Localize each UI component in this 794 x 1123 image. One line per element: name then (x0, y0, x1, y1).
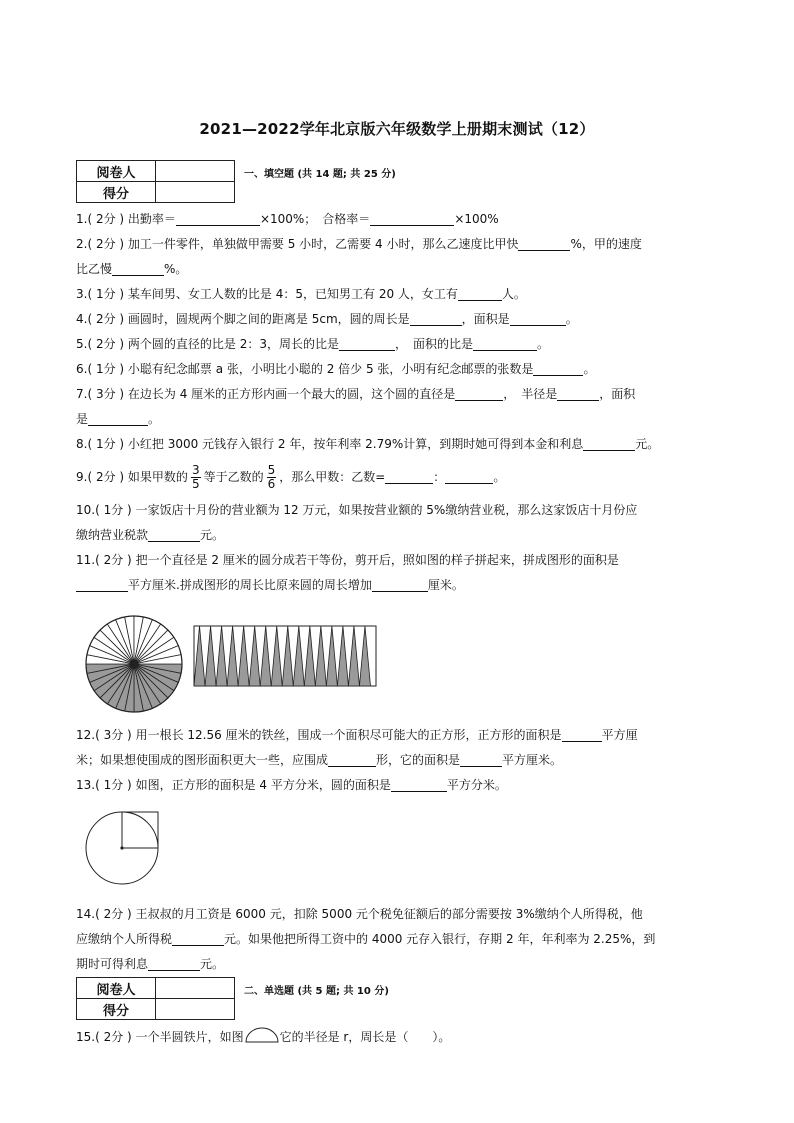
answer-blank[interactable] (583, 436, 635, 451)
answer-blank[interactable] (385, 469, 433, 484)
reviewer-value (156, 161, 235, 182)
semicircle-icon (244, 1027, 280, 1043)
question-14: 14.( 2分 ) 王叔叔的月工资是 6000 元，扣除 5000 元个税免征额后的部分需要按 3%缴纳个人所得税，他 应缴纳个人所得税 元。如果他把所得工资中的 4000 元存入银行，存期 2 年，年利率为 2.25%，到 期时可得利息 元。 (76, 907, 656, 971)
question-5: 5.( 2分 ) 两个圆的直径的比是 2：3，周长的比是 ， 面积的比是 。 (76, 337, 550, 351)
question-8: 8.( 1分 ) 小红把 3000 元钱存入银行 2 年，按年利率 2.79%计算，到期时她可得到本金和利息 元。 (76, 437, 660, 451)
answer-blank[interactable] (176, 211, 260, 226)
answer-blank[interactable] (562, 727, 602, 742)
answer-blank[interactable] (533, 361, 583, 376)
answer-blank[interactable] (445, 469, 493, 484)
answer-blank[interactable] (455, 386, 503, 401)
answer-blank[interactable] (391, 777, 447, 792)
question-7: 7.( 3分 ) 在边长为 4 厘米的正方形内画一个最大的圆，这个圆的直径是 ， 半径是 ，面积 是 。 (76, 387, 636, 426)
divided-circle-figure (82, 612, 186, 716)
answer-blank[interactable] (112, 261, 164, 276)
question-13: 13.( 1分 ) 如图，正方形的面积是 4 平方分米，圆的面积是 平方分米。 (76, 778, 507, 792)
fraction-3-5: $\frac{3}{5}$ (191, 463, 200, 491)
question-6: 6.( 1分 ) 小聪有纪念邮票 a 张，小明比小聪的 2 倍少 5 张，小明有纪念邮票的张数是 。 (76, 362, 596, 376)
rearranged-shape-figure (190, 624, 380, 688)
answer-blank[interactable] (76, 577, 128, 592)
question-2: 2.( 2分 ) 加工一件零件，单独做甲需要 5 小时，乙需要 4 小时，那么乙速度比甲快 %，甲的速度 比乙慢 %。 (76, 237, 642, 276)
answer-blank[interactable] (148, 956, 200, 971)
answer-blank[interactable] (372, 577, 428, 592)
section-title-fill-blank: 一、填空题 (共 14 题; 共 25 分) (244, 169, 396, 180)
question-11: 11.( 2分 ) 把一个直径是 2 厘米的圆分成若干等份，剪开后，照如图的样子拼起来，拼成图形的面积是 平方厘米.拼成图形的周长比原来圆的周长增加 厘米。 (76, 553, 619, 592)
question-4: 4.( 2分 ) 画圆时，圆规两个脚之间的距离是 5cm，圆的周长是 ，面积是 。 (76, 312, 578, 326)
reviewer-value (156, 978, 235, 999)
answer-blank[interactable] (328, 752, 376, 767)
question-15: 15.( 2分 ) 一个半圆铁片，如图 它的半径是 r，周长是（ ）。 (76, 1025, 722, 1050)
score-label: 得分 (77, 182, 156, 203)
answer-blank[interactable] (88, 411, 148, 426)
question-3: 3.( 1分 ) 某车间男、女工人数的比是 4：5，已知男工有 20 人，女工有 人。 (76, 287, 526, 301)
page-title: 2021—2022学年北京版六年级数学上册期末测试（12） (199, 120, 595, 138)
grader-table-1 (76, 160, 235, 203)
answer-blank[interactable] (148, 527, 200, 542)
answer-blank[interactable] (510, 311, 566, 326)
question-9: 9.( 2分 ) 如果甲数的 $\frac{3}{5}$ 等于乙数的 $\frac{5}{6}$ ，那么甲数：乙数= ： 。 (76, 463, 506, 491)
fraction-5-6: $\frac{5}{6}$ (267, 463, 276, 491)
score-value (156, 999, 235, 1020)
center-dot (120, 846, 123, 849)
answer-blank[interactable] (518, 236, 570, 251)
answer-blank[interactable] (410, 311, 462, 326)
score-label: 得分 (77, 999, 156, 1020)
question-12: 12.( 3分 ) 用一根长 12.56 厘米的铁丝，围成一个面积尽可能大的正方形，正方形的面积是 平方厘 米；如果想使围成的图形面积更大一些，应围成 形，它的面积是 平方厘米。 (76, 728, 638, 767)
question-10: 10.( 1分 ) 一家饭店十月份的营业额为 12 万元，如果按营业额的 5%缴纳营业税，那么这家饭店十月份应 缴纳营业税款 元。 (76, 503, 638, 542)
answer-blank[interactable] (370, 211, 454, 226)
circle-square-figure (84, 810, 164, 892)
answer-blank[interactable] (458, 286, 502, 301)
answer-blank[interactable] (473, 336, 537, 351)
reviewer-label: 阅卷人 (77, 978, 156, 999)
section-title-single-choice: 二、单选题 (共 5 题; 共 10 分) (244, 986, 389, 997)
answer-blank[interactable] (339, 336, 395, 351)
answer-blank[interactable] (172, 931, 224, 946)
answer-blank[interactable] (557, 386, 599, 401)
grader-table-2 (76, 977, 235, 1020)
question-1: 1.( 2分 ) 出勤率＝ ×100%； 合格率＝ ×100% (76, 212, 499, 226)
answer-blank[interactable] (460, 752, 502, 767)
score-value (156, 182, 235, 203)
reviewer-label: 阅卷人 (77, 161, 156, 182)
